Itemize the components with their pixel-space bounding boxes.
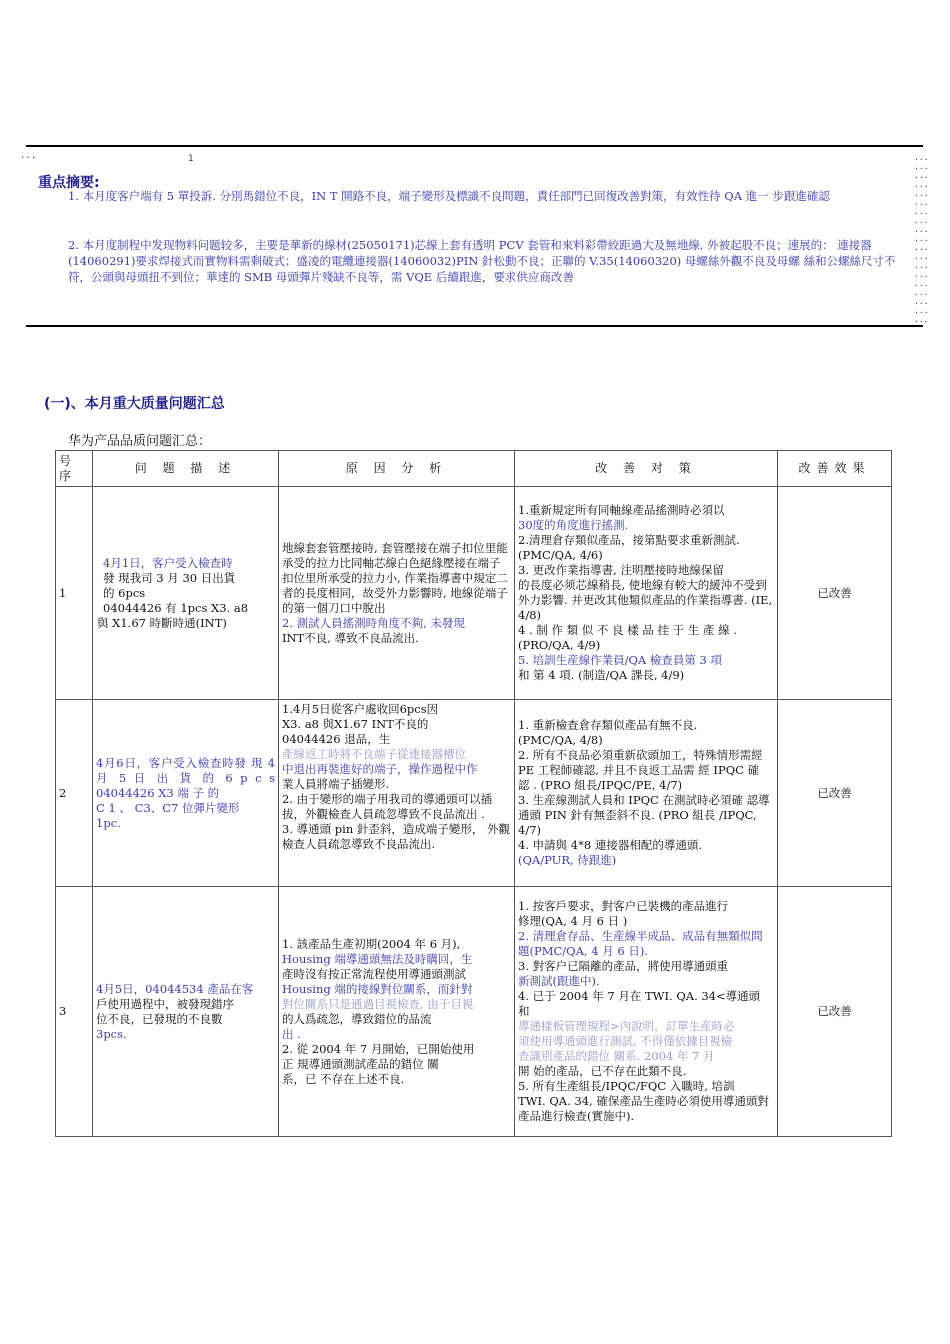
cause-line: 產線返工時將不良端子從連接器槽位 [282, 747, 466, 761]
action-line: 5. 所有生產組長/IPQC/FQC 入職時, 培訓 [518, 1079, 735, 1093]
problem-line: 04044426 有 1pcs X3. a8 [103, 600, 249, 615]
header-top-rule [26, 145, 923, 147]
cause-cell [279, 487, 515, 700]
action-line: 導通樣板管理規程>內說明，訂單生産時必 [518, 1019, 735, 1033]
action-line: 2. 所有不良品必須重新砍頭加工，特殊情形需經 PE 工程師確認, 并且不良返工品需 經 IPQC 確 認 . (PRO 組長/IPQC/PE, 4/7) [518, 748, 763, 792]
action-line: 1. 按客戶要求，對客户已裝機的產品進行 [518, 899, 729, 913]
problem-cell [93, 487, 279, 700]
action-line: (PMC/QA, 4/8) [518, 733, 603, 747]
cause-line: 系，已 不存在上述不良. [282, 1071, 405, 1086]
effect-cell: 已改善 [778, 887, 892, 1137]
action-cell [515, 887, 778, 1137]
problem-cell [93, 700, 279, 887]
action-line: 和 第 4 項. (制造/QA 課長, 4/9) [518, 668, 685, 682]
problem-line: C 1 、 C3、C7 位彈片變形 [96, 800, 240, 815]
table-row [56, 700, 892, 887]
summary-title: 重点摘要: [38, 175, 100, 191]
table-row [56, 487, 892, 700]
cause-line: 出 . [282, 1026, 301, 1041]
header-bottom-rule [26, 325, 923, 327]
problem-line: 3pcs. [96, 1026, 127, 1041]
action-line: 新測試(跟進中). [518, 974, 600, 988]
cause-line: 04044426 退品，生 [282, 732, 391, 746]
table-row [56, 887, 892, 1137]
action-line: 和 [518, 1004, 530, 1018]
problem-line: 4月6日，客户受入檢查時發 現 4 月 5 日 出 貨 的 6 p c s 04044426 X3 端 子 的 [96, 755, 275, 800]
header-problem: 问 题 描 述 [93, 451, 279, 487]
cause-line: 對位關系只是通過目視檢查, 由于目視 [282, 996, 474, 1011]
margin-dots: ... ... ... ... ... ... ... ... ... ... ... ... ... ... ... ... ... ... ... [914, 153, 929, 324]
action-line: 4. 已于 2004 年 7 月在 TWI. QA. 34<導通頭 [518, 989, 761, 1003]
action-line: 4 . 制 作 類 似 不 良 樣 品 挂 于 生 產 線 . (PRO/QA, 4/9) [518, 623, 737, 652]
action-line: 2. 清理倉存品、生産線半成品、成品有無類似問題(PMC/QA, 4 月 6 日). [518, 929, 763, 958]
header-mark-left: ... [20, 151, 37, 161]
action-line: TWI. QA. 34, 確保產品生產時必須使用導通頭對產品進行檢查(實施中). [518, 1094, 769, 1123]
cause-line: X3. a8 與X1.67 INT不良的 [282, 717, 429, 731]
action-cell [515, 487, 778, 700]
header-cause: 原 因 分 析 [279, 451, 515, 487]
problem-line: 與 X1.67 時斷時通(INT) [97, 615, 227, 630]
problem-line: 1pc. [96, 815, 121, 830]
cause-line: Housing 端的接線對位關系，而針對 [282, 981, 473, 996]
cause-line: 中退出再裝進好的端子，操作過程中作 [282, 762, 478, 776]
action-line: 2.清理倉存類似產品，接第點要求重新測試. (PMC/QA, 4/6) [518, 533, 740, 562]
action-line: 4. 申請與 4*8 連接器相配的導通頭. [518, 838, 702, 852]
problem-line: 4月5日，04044534 產品在客 [96, 981, 254, 996]
action-line: 1.重新規定所有同軸線產品搖測時必須以 [518, 503, 725, 517]
effect-cell: 已改善 [778, 487, 892, 700]
row-no: 2 [56, 700, 93, 887]
cause-line: 地線套套管壓接時, 套管壓接在端子扣位里能承受的拉力比同軸芯線白色絕緣壓接在端子扣位里所承受的拉力小, 作業指導書中規定二者的長度相同，故受外力影響時, 地線從端子的第一個刀口中脫出 [282, 540, 508, 615]
cause-line: 業人員將端子插變形. [282, 777, 390, 791]
problem-line: 發 現我司 3 月 30 日出貨 [103, 570, 236, 585]
cause-line: 2. 由于變形的端子用我司的導通頭可以插拔，外觀檢查人員疏忽導致不良品流出 . [282, 792, 493, 821]
cause-line: Housing 端導通頭無法及時購回，生 [282, 951, 473, 966]
action-line: 修理(QA, 4 月 6 日 ) [518, 914, 628, 928]
problem-line: 戶使用過程中，被發現錯序 [96, 996, 234, 1011]
summary-item-1: 1. 本月度客户端有 5 單投訴. 分別馬錯位不良，IN T 開路不良，端子變形及標識不良問題，責任部門已回復改善對策，有效性待 QA 進一 步跟進確認 [68, 189, 830, 203]
action-line: 30度的角度進行搖測. [518, 518, 629, 532]
problem-line: 4月1日，客户受入檢查時 [103, 555, 233, 570]
row-no: 1 [56, 487, 93, 700]
header-mark-center: 1 [188, 154, 194, 164]
row-no: 3 [56, 887, 93, 1137]
cause-line: 正 規導通頭測試產品的錯位 關 [282, 1056, 439, 1071]
action-cell [515, 700, 778, 887]
problem-line: 的 6pcs [103, 585, 146, 600]
action-line: 5. 培訓生産線作業員/QA 檢查員第 3 項 [518, 653, 723, 667]
action-line: 須使用導通頭進行測試, 不得僅依據目視檢 [518, 1034, 733, 1048]
action-line: (QA/PUR, 待跟進) [518, 853, 617, 867]
effect-cell: 已改善 [778, 700, 892, 887]
cause-line: 1. 該產品生產初期(2004 年 6 月), [282, 936, 461, 951]
cause-line: 的人爲疏忽，導致錯位的品流 [282, 1011, 432, 1026]
problem-cell [93, 887, 279, 1137]
action-line: 3. 更改作業指導書, 注明壓接時地線保留 [518, 563, 724, 577]
action-line: 查識別產品的錯位 關系. 2004 年 7 月 [518, 1049, 715, 1063]
problem-line: 位不良，已發現的不良數 [96, 1011, 223, 1026]
action-line: 1. 重新檢查倉存類似產品有無不良. [518, 718, 698, 732]
quality-issues-table [55, 450, 892, 1137]
section-title: (一)、本月重大质量问题汇总 [44, 396, 225, 412]
cause-line: 2. 測試人員搖測時角度不夠, 未發現 [282, 615, 465, 630]
action-line: 3. 生産線測試人員和 IPQC 在測試時必須確 認導通頭 PIN 針有無歪斜不良. (PRO 組長 /IPQC, 4/7) [518, 793, 770, 837]
header-no: 号序 [56, 451, 93, 487]
cause-line: 3. 導通頭 pin 針歪斜，造成端子變形， 外觀檢查人員疏忽導致不良品流出. [282, 822, 511, 851]
cause-line: 產時沒有按正常流程使用導通頭測試 [282, 966, 466, 981]
action-line: 3. 對客户已隔離的產品，將使用導通頭重 [518, 959, 729, 973]
header-action: 改 善 对 策 [515, 451, 778, 487]
action-line: 開 始的產品，已不存在此類不良. [518, 1064, 687, 1078]
cause-cell [279, 700, 515, 887]
sub-title: 华为产品品质问题汇总： [68, 434, 212, 449]
cause-line: INT不良, 導致不良品流出. [282, 630, 419, 645]
action-line: 的長度必须芯線稍長, 使地線有較大的緩沖不受到外力影響. 并更改其他類似產品的作業指導書. (IE, 4/8) [518, 578, 773, 622]
header-effect: 改善效果 [778, 451, 892, 487]
cause-cell [279, 887, 515, 1137]
summary-item-2: 2. 本月度制程中发现物料问题较多，主要是華新的線材(25050171)芯線上套有透明 PCV 套管和來料彩帶絞距過大及無地線, 外被起股不良；速展的： 連接器(14060291)要求焊接式而實物料需剩破式；盛凌的電纜連接器(14060032)PIN 針松動不良；正聯的 V.35(14060320) 母螺絲外觀不良及母螺 絲和公螺絲尺寸不符，公頭與母頭扭不到位；華達的 SMB 母頭彈片殘缺不良等，需 VQE 后續跟進，要求供应商改善 [68, 238, 896, 284]
cause-line: 2. 從 2004 年 7 月開始，已開始使用 [282, 1041, 475, 1056]
cause-line: 1.4月5日從客户處收回6pcs因 [282, 702, 439, 716]
table-header-row [56, 451, 892, 487]
